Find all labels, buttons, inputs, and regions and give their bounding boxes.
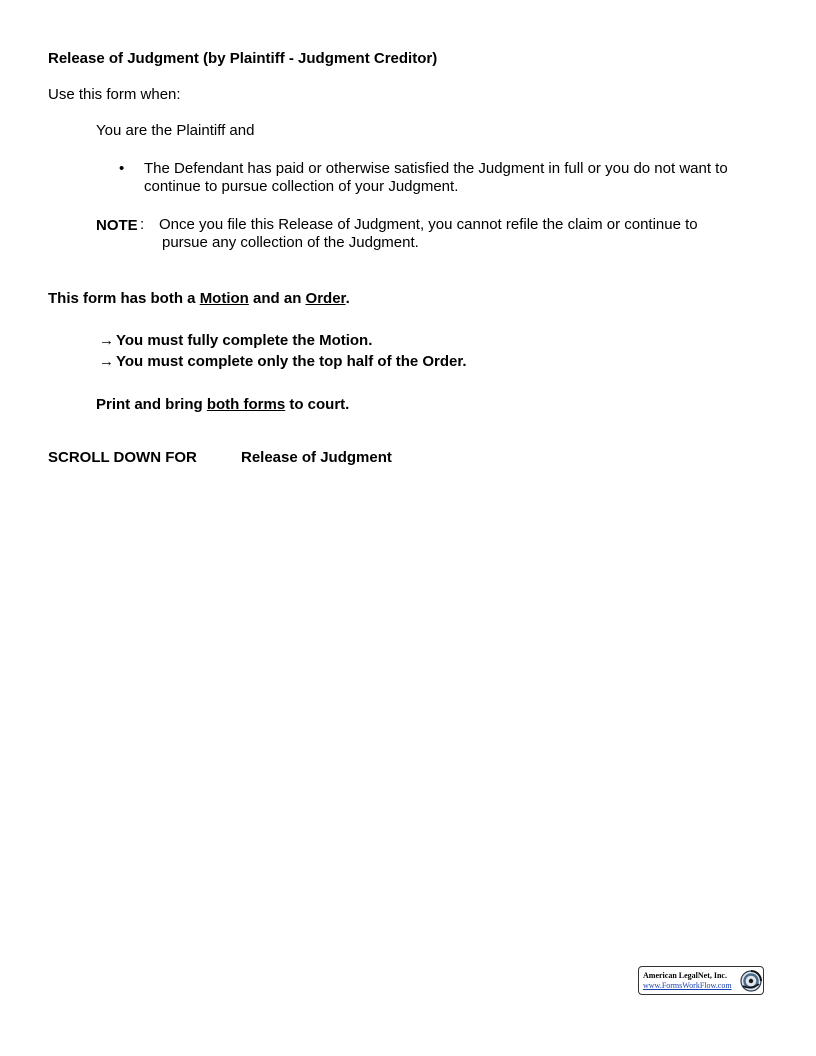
instruction-order-text: You must complete only the top half of the Order. (116, 353, 467, 370)
publisher-logo[interactable] (638, 966, 764, 995)
order-label: Order (305, 290, 346, 307)
logo-company-name: American LegalNet, Inc. (643, 971, 727, 980)
globe-icon (739, 969, 763, 993)
instruction-motion (99, 332, 372, 349)
form-parts-prefix: This form has both a (48, 290, 200, 307)
note-text-line-1: Once you file this Release of Judgment, you cannot refile the claim or continue to (159, 216, 698, 233)
intro-text: Use this form when: (48, 86, 181, 103)
note-label: NOTE (96, 217, 138, 234)
form-parts-middle: and an (248, 290, 306, 307)
document-title: Release of Judgment (by Plaintiff - Judgment Creditor) (48, 50, 438, 67)
arrow-right-icon: → (99, 353, 114, 370)
print-instruction (96, 396, 349, 413)
instruction-motion-text: You must fully complete the Motion. (116, 332, 373, 349)
bullet-text: The Defendant has paid or otherwise satisfied the Judgment in full or you do not want to continue to pursue collection of your Judgment. (144, 160, 728, 195)
motion-label: Motion (199, 290, 249, 307)
logo-url-link[interactable]: www.FormsWorkFlow.com (643, 981, 732, 990)
form-parts-statement (48, 290, 350, 307)
arrow-right-icon: → (99, 332, 114, 349)
both-forms-label: both forms (206, 396, 286, 413)
form-parts-suffix: . (345, 290, 350, 307)
print-suffix: to court. (285, 396, 350, 413)
print-prefix: Print and bring (96, 396, 207, 413)
condition-text: You are the Plaintiff and (96, 122, 255, 139)
instruction-order (99, 353, 467, 370)
bullet-icon: • (119, 160, 125, 177)
scroll-down-label: SCROLL DOWN FOR (48, 449, 197, 466)
note-colon: : (140, 216, 145, 233)
scroll-target-label: Release of Judgment (241, 449, 392, 466)
note-text-line-2: pursue any collection of the Judgment. (162, 234, 419, 251)
